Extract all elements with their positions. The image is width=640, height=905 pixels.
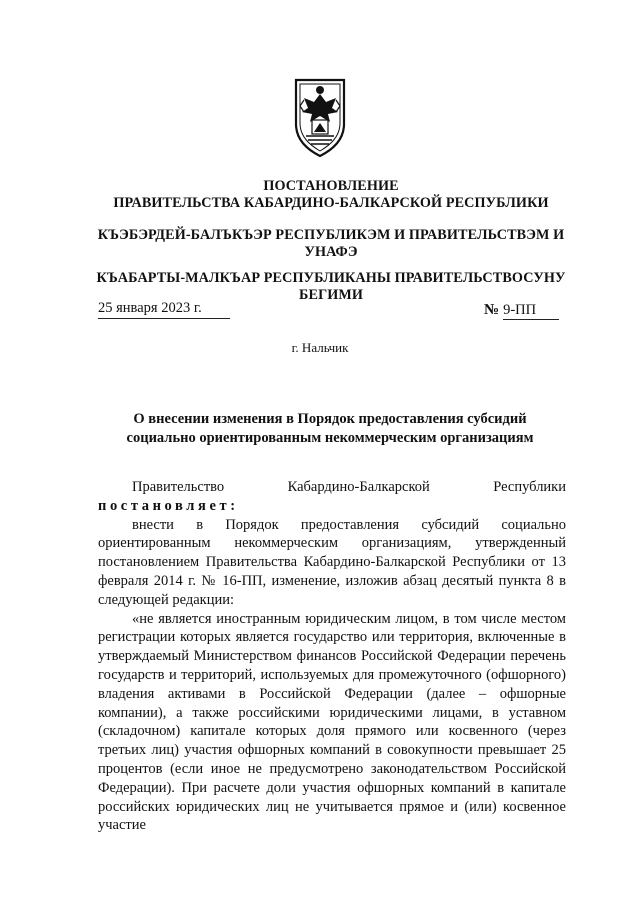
intro-word-1: Правительство: [132, 479, 225, 495]
issuer-kbd: КЪЭБЭРДЕЙ-БАЛЪКЪЭР РЕСПУБЛИКЭМ И ПРАВИТЕЛЬСТВЭМ И УНАФЭ: [97, 227, 565, 260]
issuer-krc: КЪАБАРТЫ-МАЛКЪАР РЕСПУБЛИКАНЫ ПРАВИТЕЛЬСТВОСУНУ БЕГИМИ: [96, 270, 566, 303]
issuer-ru: ПРАВИТЕЛЬСТВА КАБАРДИНО-БАЛКАРСКОЙ РЕСПУБЛИКИ: [113, 195, 549, 211]
decrees-word: постановляет:: [98, 497, 239, 514]
intro-word-2: Кабардино-Балкарской: [287, 479, 430, 495]
intro-word-3: Республики: [493, 479, 566, 495]
paragraph-1: внести в Порядок предоставления субсидий социально ориентированным некоммерческим организациям, утвержденный постановлением Правительства Кабардино-Балкарской Республики от 13 февраля 2014 г. № 16-ПП, изменение, изложив абзац десятый пункта 8 в следующей редакции:: [98, 516, 566, 608]
document-number: [484, 302, 559, 320]
intro-line: [98, 478, 566, 497]
number-sign: №: [484, 302, 500, 318]
coat-of-arms-icon: [290, 76, 350, 158]
document-title: О внесении изменения в Порядок предоставления субсидий социально ориентированным некоммерческим организациям: [126, 411, 534, 446]
document-date: 25 января 2023 г.: [98, 300, 230, 319]
number-value: 9-ПП: [503, 302, 559, 320]
document-body: [98, 478, 566, 835]
paragraph-2: «не является иностранным юридическим лицом, в том числе местом регистрации которых является государство или территория, включенные в утверждаемый Министерством финансов Российской Федерации перечень государств и территорий, используемых для промежуточного (офшорного) владения активами в Российской Федерации (далее – офшорные компании), а также российскими юридическими лицами, в уставном (складочном) капитале которых доля прямого или косвенного (через третьих лиц) участия офшорных компаний в совокупности превышает 25 процентов (если иное не предусмотрено законодательством Российской Федерации). При расчете доли участия офшорных компаний в капитале российских юридических лиц не учитывается прямое и (или) косвенное участие: [98, 610, 566, 834]
doc-type: ПОСТАНОВЛЕНИЕ: [263, 178, 399, 194]
city: г. Нальчик: [291, 340, 349, 355]
